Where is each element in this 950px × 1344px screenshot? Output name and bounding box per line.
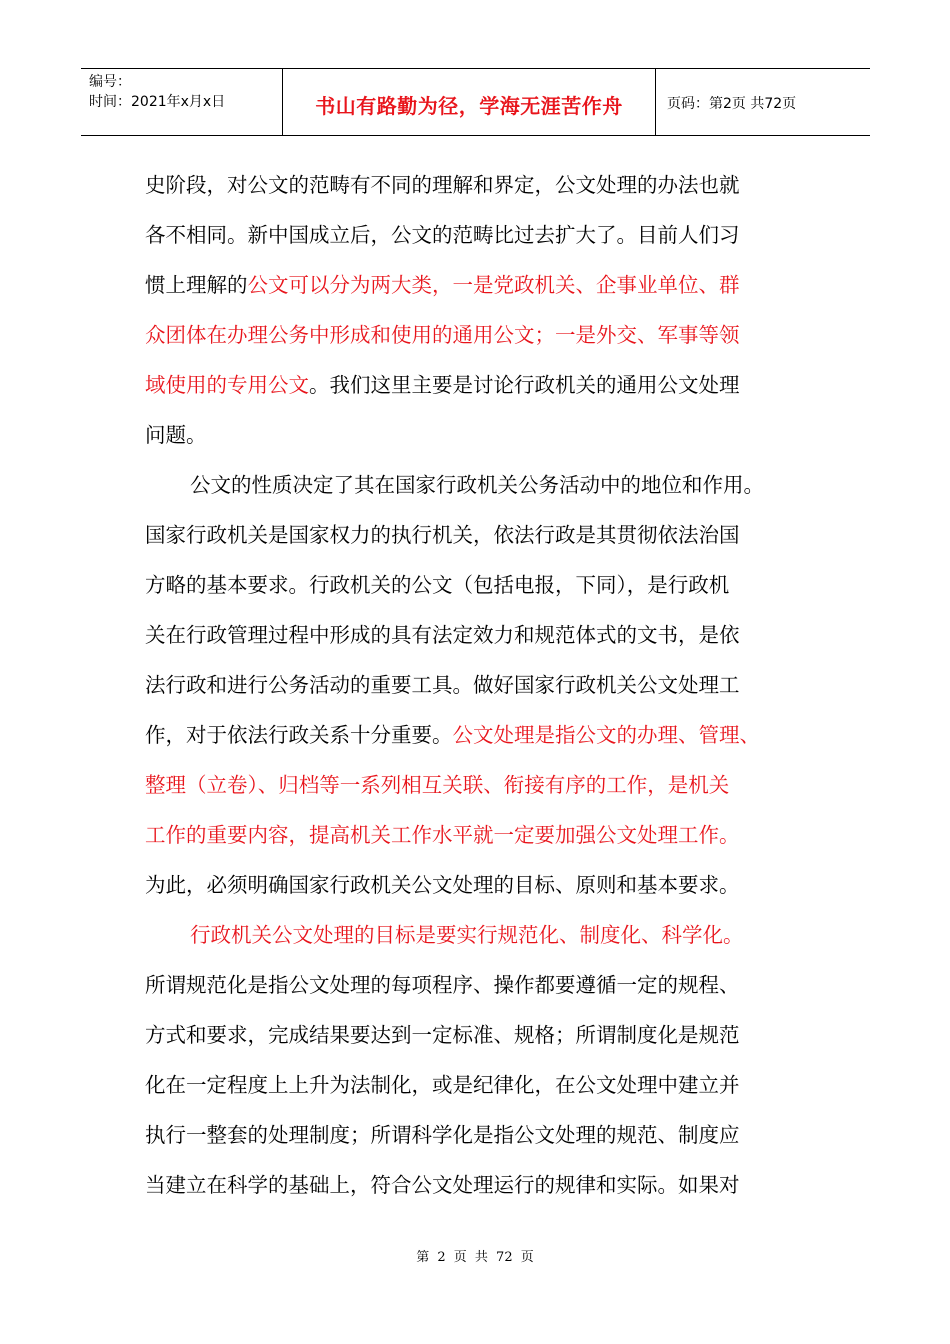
text-line: [145, 560, 815, 610]
text-line: [145, 360, 815, 410]
highlighted-text: 工作的重要内容，提高机关工作水平就一定要加强公文处理工作。: [145, 823, 740, 847]
body-text: 所谓规范化是指公文处理的每项程序、操作都要遵循一定的规程、: [145, 973, 740, 997]
page-footer: 第 2 页 共 72 页: [416, 1250, 534, 1265]
highlighted-text: 整理（立卷）、归档等一系列相互关联、衔接有序的工作，是机关: [145, 773, 730, 797]
header-meta-cell: [81, 69, 283, 135]
text-line: [145, 710, 815, 760]
body-text: 惯上理解的: [145, 273, 248, 297]
text-line: [145, 860, 815, 910]
text-line: [145, 310, 815, 360]
text-line: [145, 1110, 815, 1160]
body-text: 各不相同。新中国成立后，公文的范畴比过去扩大了。目前人们习: [145, 223, 740, 247]
highlighted-text: 众团体在办理公务中形成和使用的通用公文；一是外交、军事等领: [145, 323, 740, 347]
document-number-label: 编号：: [89, 74, 131, 90]
text-line: [145, 760, 815, 810]
text-line: [145, 210, 815, 260]
text-line: [145, 1010, 815, 1060]
body-text: 化在一定程度上上升为法制化，或是纪律化，在公文处理中建立并: [145, 1073, 740, 1097]
body-text: 国家行政机关是国家权力的执行机关，依法行政是其贯彻依法治国: [145, 523, 740, 547]
highlighted-text: 域使用的专用公文: [145, 373, 309, 397]
document-body: [145, 160, 815, 1210]
body-text: 作，对于依法行政关系十分重要。: [145, 723, 453, 747]
text-line: [145, 660, 815, 710]
body-text: 执行一整套的处理制度；所谓科学化是指公文处理的规范、制度应: [145, 1123, 740, 1147]
body-text: 关在行政管理过程中形成的具有法定效力和规范体式的文书，是依: [145, 623, 740, 647]
body-text: 问题。: [145, 423, 207, 447]
body-text: 。我们这里主要是讨论行政机关的通用公文处理: [309, 373, 740, 397]
text-line: [145, 510, 815, 560]
text-line: [145, 160, 815, 210]
text-line: [145, 960, 815, 1010]
document-time-label: 时间：2021年x月x日: [89, 94, 226, 110]
header-page-info: 页码：第2页 共72页: [667, 96, 797, 112]
highlighted-text: 公文处理是指公文的办理、管理、: [452, 723, 760, 747]
text-line: [145, 410, 815, 460]
header-motto: 书山有路勤为径，学海无涯苦作舟: [315, 93, 623, 118]
text-line: [145, 260, 815, 310]
body-text: 为此，必须明确国家行政机关公文处理的目标、原则和基本要求。: [145, 873, 740, 897]
text-line: [145, 610, 815, 660]
body-text: 公文的性质决定了其在国家行政机关公务活动中的地位和作用。: [190, 473, 764, 497]
highlighted-text: 公文可以分为两大类，一是党政机关、企事业单位、群: [247, 273, 740, 297]
text-line: [145, 910, 815, 960]
header-motto-cell: [283, 69, 656, 135]
body-text: 方略的基本要求。行政机关的公文（包括电报，下同），是行政机: [145, 573, 730, 597]
text-line: [145, 810, 815, 860]
body-text: 史阶段，对公文的范畴有不同的理解和界定，公文处理的办法也就: [145, 173, 740, 197]
text-line: [145, 1160, 815, 1210]
header-page-cell: [656, 69, 870, 135]
page-header: [81, 68, 870, 136]
body-text: 当建立在科学的基础上，符合公文处理运行的规律和实际。如果对: [145, 1173, 740, 1197]
text-line: [145, 460, 815, 510]
body-text: 法行政和进行公务活动的重要工具。做好国家行政机关公文处理工: [145, 673, 740, 697]
text-line: [145, 1060, 815, 1110]
highlighted-text: 行政机关公文处理的目标是要实行规范化、制度化、科学化。: [190, 923, 744, 947]
body-text: 方式和要求，完成结果要达到一定标准、规格；所谓制度化是规范: [145, 1023, 740, 1047]
